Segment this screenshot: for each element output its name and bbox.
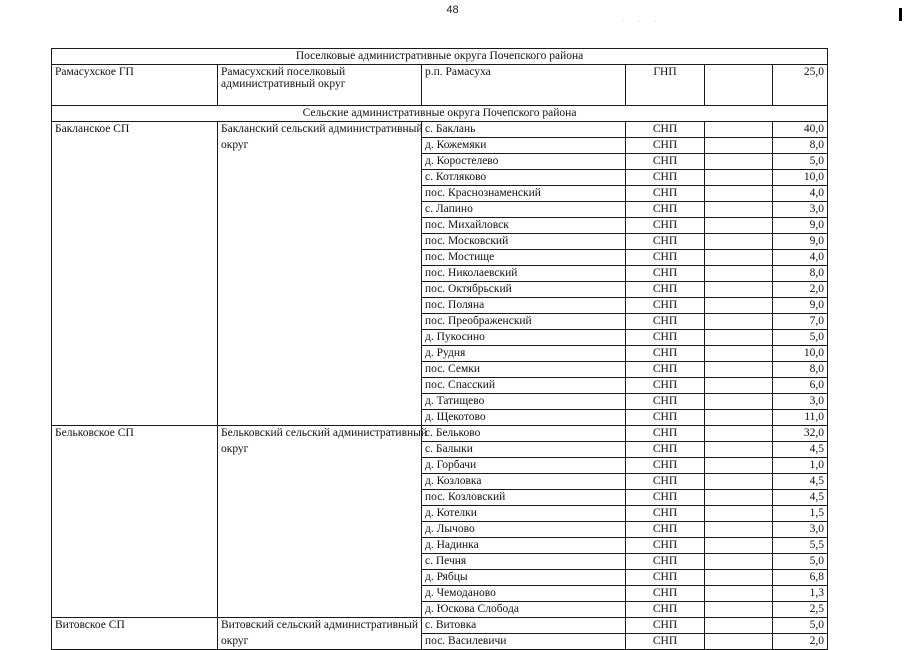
table-row [52,378,828,394]
okrug-line-1: Бельковский сельский административный [221,427,428,439]
okrug-cell [218,218,422,234]
district-cell [52,474,218,490]
district-cell [52,506,218,522]
value-cell: 9,0 [773,298,828,314]
empty-cell [705,362,773,378]
okrug-cell [218,506,422,522]
table-row [52,314,828,330]
district-cell [52,378,218,394]
empty-cell [705,506,773,522]
type-cell: СНП [626,474,705,490]
section-header-row [52,49,828,65]
value-cell: 5,5 [773,538,828,554]
okrug-cell [218,186,422,202]
type-cell: СНП [626,426,705,442]
type-cell: СНП [626,170,705,186]
empty-cell [705,202,773,218]
place-cell: с. Печня [422,554,626,570]
table-row [52,65,828,106]
empty-cell [705,170,773,186]
place-cell: с. Лапино [422,202,626,218]
value-cell: 2,0 [773,282,828,298]
table-row [52,362,828,378]
table-row [52,330,828,346]
empty-cell [705,234,773,250]
empty-cell [705,442,773,458]
value-cell: 4,5 [773,474,828,490]
value-cell: 10,0 [773,346,828,362]
empty-cell [705,538,773,554]
empty-cell [705,122,773,138]
table-row [52,586,828,602]
value-cell: 1,3 [773,586,828,602]
place-cell: с. Котляково [422,170,626,186]
type-cell: СНП [626,330,705,346]
settlement-table [51,48,828,650]
value-cell: 32,0 [773,426,828,442]
type-cell: СНП [626,138,705,154]
district-cell [52,554,218,570]
okrug-cell [218,266,422,282]
place-cell: пос. Василевичи [422,634,626,650]
type-cell: СНП [626,554,705,570]
section-header-row [52,106,828,122]
district-cell [52,490,218,506]
empty-cell [705,634,773,650]
type-cell: СНП [626,362,705,378]
type-cell: СНП [626,250,705,266]
value-cell: 25,0 [773,65,828,106]
okrug-line-2: округ [221,634,249,647]
empty-cell [705,394,773,410]
place-cell: р.п. Рамасуха [422,65,626,106]
okrug-cell [218,586,422,602]
okrug-cell [218,442,422,458]
place-cell: д. Пукосино [422,330,626,346]
value-cell: 4,5 [773,490,828,506]
value-cell: 5,0 [773,154,828,170]
table-row [52,122,828,138]
place-cell: д. Юскова Слобода [422,602,626,618]
table-row [52,426,828,442]
place-cell: с. Бельково [422,426,626,442]
empty-cell [705,522,773,538]
empty-cell [705,250,773,266]
section-title: Поселковые административные округа Почепского района [52,49,828,65]
district-cell [52,202,218,218]
okrug-cell [218,394,422,410]
empty-cell [705,330,773,346]
okrug-cell [218,122,422,138]
okrug-cell [218,154,422,170]
okrug-cell [218,330,422,346]
value-cell: 8,0 [773,266,828,282]
value-cell: 40,0 [773,122,828,138]
type-cell: СНП [626,602,705,618]
okrug-cell [218,426,428,442]
type-cell: СНП [626,378,705,394]
empty-cell [705,490,773,506]
okrug-cell: Рамасухский поселковый административный округ [218,65,422,106]
district-cell [52,394,218,410]
district-cell [52,362,218,378]
type-cell: СНП [626,218,705,234]
value-cell: 7,0 [773,314,828,330]
place-cell: пос. Преображенский [422,314,626,330]
table-row [52,538,828,554]
okrug-cell [218,410,422,426]
empty-cell [705,346,773,362]
place-cell: пос. Семки [422,362,626,378]
value-cell: 3,0 [773,394,828,410]
place-cell: с. Витовка [422,618,626,634]
okrug-cell [218,618,422,634]
table-row [52,410,828,426]
table-row [52,474,828,490]
empty-cell [705,458,773,474]
empty-cell [705,282,773,298]
value-cell: 3,0 [773,522,828,538]
type-cell: СНП [626,410,705,426]
table-row [52,554,828,570]
empty-cell [705,586,773,602]
district-cell [52,250,218,266]
value-cell: 5,0 [773,618,828,634]
table-row [52,458,828,474]
empty-cell [705,426,773,442]
type-cell: СНП [626,186,705,202]
empty-cell [705,602,773,618]
table-row [52,618,828,634]
district-cell: Рамасухское ГП [52,65,218,106]
empty-cell [705,298,773,314]
district-cell [52,522,218,538]
place-cell: пос. Октябрьский [422,282,626,298]
okrug-line-1: Витовский сельский административный [221,619,419,631]
table-row [52,634,828,650]
okrug-cell [218,554,422,570]
type-cell: СНП [626,618,705,634]
type-cell: СНП [626,346,705,362]
empty-cell [705,65,773,106]
place-cell: д. Чемоданово [422,586,626,602]
empty-cell [705,138,773,154]
district-cell [52,314,218,330]
type-cell: СНП [626,586,705,602]
value-cell: 4,0 [773,186,828,202]
place-cell: д. Котелки [422,506,626,522]
table-row [52,298,828,314]
place-cell: пос. Спасский [422,378,626,394]
district-cell [52,346,218,362]
place-cell: д. Щекотово [422,410,626,426]
okrug-cell [218,602,422,618]
okrug-cell [218,378,422,394]
page-number: 48 [446,4,459,16]
district-cell [52,634,218,650]
table-row [52,138,828,154]
place-cell: пос. Мостище [422,250,626,266]
place-cell: д. Надинка [422,538,626,554]
district-cell: Витовское СП [52,618,218,634]
district-cell [52,138,218,154]
okrug-cell [218,474,422,490]
table-row [52,266,828,282]
okrug-cell [218,250,422,266]
okrug-cell [218,522,422,538]
table-row [52,522,828,538]
district-cell: Бакланское СП [52,122,218,138]
table-row [52,442,828,458]
value-cell: 8,0 [773,138,828,154]
table-row [52,250,828,266]
district-cell [52,330,218,346]
district-cell [52,442,218,458]
district-cell: Бельковское СП [52,426,218,442]
value-cell: 9,0 [773,234,828,250]
table-row [52,490,828,506]
empty-cell [705,570,773,586]
district-cell [52,266,218,282]
okrug-line-2: округ [221,442,249,455]
okrug-line-2: округ [221,138,249,151]
table-row [52,394,828,410]
okrug-cell [218,138,422,154]
type-cell: СНП [626,266,705,282]
place-cell: пос. Козловский [422,490,626,506]
district-cell [52,538,218,554]
empty-cell [705,554,773,570]
place-cell: д. Горбачи [422,458,626,474]
place-cell: д. Рябцы [422,570,626,586]
district-cell [52,602,218,618]
type-cell: СНП [626,154,705,170]
value-cell: 4,0 [773,250,828,266]
okrug-cell [218,634,422,650]
place-cell: пос. Краснознаменский [422,186,626,202]
district-cell [52,234,218,250]
empty-cell [705,410,773,426]
scan-edge-mark [899,8,902,21]
district-cell [52,186,218,202]
type-cell: СНП [626,394,705,410]
place-cell: д. Козловка [422,474,626,490]
okrug-cell [218,202,422,218]
okrug-cell [218,314,422,330]
table-row [52,602,828,618]
value-cell: 4,5 [773,442,828,458]
place-cell: д. Коростелево [422,154,626,170]
type-cell: ГНП [626,65,705,106]
value-cell: 1,5 [773,506,828,522]
value-cell: 3,0 [773,202,828,218]
table-row [52,234,828,250]
district-cell [52,410,218,426]
table-row [52,282,828,298]
settlement-table-body [52,49,828,650]
place-cell: пос. Московский [422,234,626,250]
district-cell [52,218,218,234]
okrug-cell [218,490,422,506]
type-cell: СНП [626,122,705,138]
table-row [52,570,828,586]
value-cell: 6,0 [773,378,828,394]
value-cell: 10,0 [773,170,828,186]
okrug-cell [218,346,422,362]
okrug-cell [218,362,422,378]
empty-cell [705,154,773,170]
table-row [52,186,828,202]
value-cell: 5,0 [773,554,828,570]
okrug-cell [218,570,422,586]
table-row [52,154,828,170]
district-cell [52,458,218,474]
okrug-line-1: Бакланский сельский административный [221,123,423,135]
district-cell [52,282,218,298]
okrug-cell [218,282,422,298]
place-cell: с. Баклань [422,122,626,138]
district-cell [52,570,218,586]
district-cell [52,298,218,314]
type-cell: СНП [626,282,705,298]
type-cell: СНП [626,202,705,218]
table-row [52,202,828,218]
type-cell: СНП [626,458,705,474]
okrug-cell [218,234,422,250]
place-cell: д. Кожемяки [422,138,626,154]
empty-cell [705,186,773,202]
value-cell: 6,8 [773,570,828,586]
empty-cell [705,314,773,330]
value-cell: 8,0 [773,362,828,378]
value-cell: 2,0 [773,634,828,650]
empty-cell [705,474,773,490]
district-cell [52,170,218,186]
place-cell: д. Лычово [422,522,626,538]
type-cell: СНП [626,634,705,650]
type-cell: СНП [626,490,705,506]
empty-cell [705,218,773,234]
place-cell: пос. Михайловск [422,218,626,234]
value-cell: 1,0 [773,458,828,474]
scan-speckles: · · · [622,18,663,25]
table-row [52,218,828,234]
table-row [52,170,828,186]
type-cell: СНП [626,570,705,586]
empty-cell [705,266,773,282]
place-cell: с. Балыки [422,442,626,458]
type-cell: СНП [626,314,705,330]
type-cell: СНП [626,298,705,314]
table-row [52,346,828,362]
empty-cell [705,378,773,394]
section-title: Сельские административные округа Почепского района [52,106,828,122]
type-cell: СНП [626,234,705,250]
table-row [52,506,828,522]
place-cell: пос. Поляна [422,298,626,314]
type-cell: СНП [626,506,705,522]
value-cell: 9,0 [773,218,828,234]
place-cell: д. Татищево [422,394,626,410]
okrug-cell [218,170,422,186]
type-cell: СНП [626,442,705,458]
empty-cell [705,618,773,634]
district-cell [52,586,218,602]
value-cell: 5,0 [773,330,828,346]
value-cell: 11,0 [773,410,828,426]
place-cell: пос. Николаевский [422,266,626,282]
place-cell: д. Рудня [422,346,626,362]
value-cell: 2,5 [773,602,828,618]
type-cell: СНП [626,522,705,538]
type-cell: СНП [626,538,705,554]
district-cell [52,154,218,170]
okrug-cell [218,298,422,314]
okrug-cell [218,538,422,554]
okrug-cell [218,458,422,474]
